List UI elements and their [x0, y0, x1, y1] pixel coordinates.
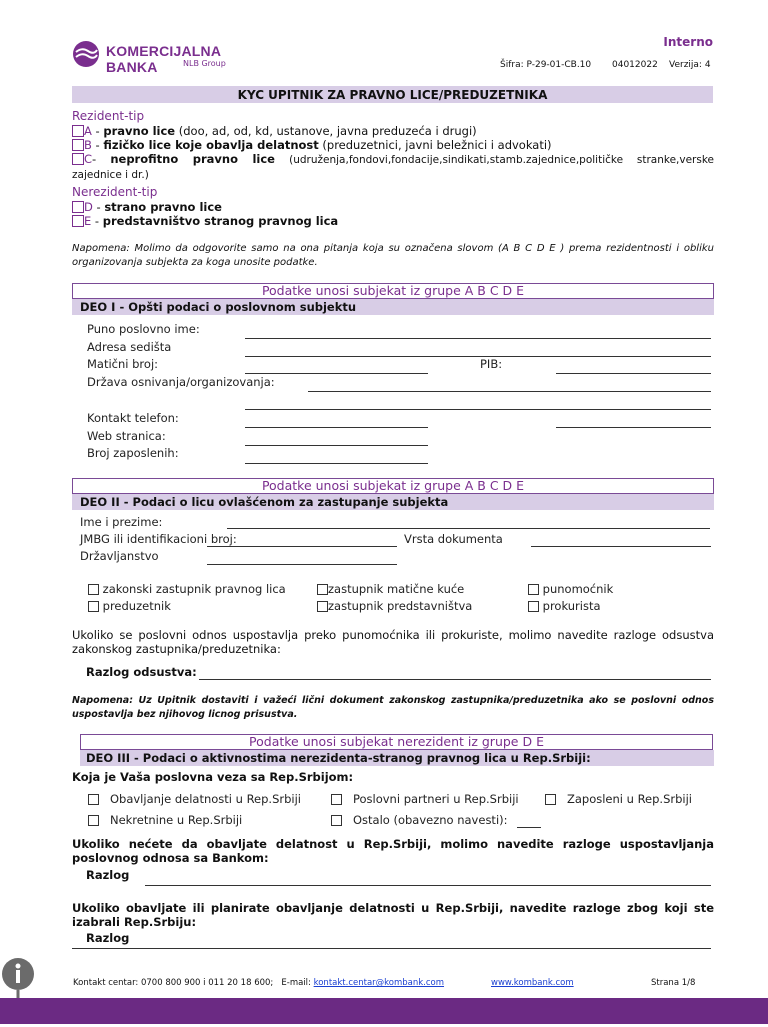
- nonresident-option-d[interactable]: D - strano pravno lice: [72, 200, 222, 214]
- option-business-activity[interactable]: [88, 792, 301, 806]
- input-country[interactable]: [308, 391, 711, 392]
- checkbox-d[interactable]: [72, 201, 84, 213]
- resident-option-c[interactable]: C- neprofitno pravno lice (udruženja,fondovi,fondacije,sindikati,stamb.zajednice,političke stranke,verske zajednice i dr.): [72, 152, 715, 181]
- input-absence-reason[interactable]: [199, 679, 711, 680]
- footer-contact: Kontakt centar: 0700 800 900 i 011 20 18 600;: [73, 978, 274, 988]
- footer-bar: [0, 998, 768, 1024]
- role-label: preduzetnik: [102, 599, 171, 613]
- checkbox-role[interactable]: [317, 601, 328, 612]
- resident-option-a[interactable]: A - pravno lice (doo, ad, od, kd, ustanove, javna preduzeća i drugi): [72, 124, 717, 138]
- input-country-extra[interactable]: [245, 409, 711, 410]
- type-a-name: pravno lice: [103, 124, 176, 138]
- section3-question-2: Ukoliko nećete da obavljate delatnost u Rep.Srbiji, molimo navedite razloge uspostavljanja poslovnog odnosa sa Bankom:: [72, 837, 714, 865]
- input-reason-1[interactable]: [145, 885, 711, 886]
- role-label: zastupnik matične kuće: [328, 582, 465, 596]
- letter-c: C: [84, 152, 93, 166]
- footer: [73, 978, 444, 988]
- label-reason-2: Razlog: [86, 931, 130, 945]
- letter-e: E: [84, 214, 92, 228]
- checkbox-role[interactable]: [528, 601, 539, 612]
- checkbox-option[interactable]: [88, 794, 99, 805]
- option-label: Zaposleni u Rep.Srbiji: [566, 792, 692, 806]
- checkbox-role[interactable]: [528, 584, 539, 595]
- input-reason-2[interactable]: [72, 948, 711, 949]
- checkbox-e[interactable]: [72, 215, 84, 227]
- checkbox-option[interactable]: [545, 794, 556, 805]
- doc-code: Šifra: P-29-01-CB.10: [500, 60, 592, 70]
- page-title: KYC UPITNIK ZA PRAVNO LICE/PREDUZETNIKA: [237, 88, 548, 102]
- type-a-desc: (doo, ad, od, kd, ustanove, javna preduzeća i drugi): [178, 124, 477, 138]
- label-business-name: Puno poslovno ime:: [87, 322, 200, 336]
- option-label: Nekretnine u Rep.Srbiji: [109, 813, 243, 827]
- section3-question: Koja je Vaša poslovna veza sa Rep.Srbijom:: [72, 770, 354, 784]
- input-phone-2[interactable]: [556, 427, 711, 428]
- checkbox-a[interactable]: [72, 125, 84, 137]
- role-office-rep[interactable]: [317, 599, 472, 613]
- option-label: Poslovni partneri u Rep.Srbiji: [352, 792, 519, 806]
- role-label: punomoćnik: [542, 582, 614, 596]
- checkbox-role[interactable]: [88, 601, 99, 612]
- type-d-name: strano pravno lice: [104, 200, 222, 214]
- section2-title: DEO II - Podaci o licu ovlašćenom za zastupanje subjekta: [80, 495, 449, 509]
- label-address: Adresa sedišta: [87, 340, 172, 354]
- input-other[interactable]: [517, 827, 541, 828]
- role-parent-rep[interactable]: [317, 582, 464, 596]
- label-country: Država osnivanja/organizovanja:: [87, 375, 275, 389]
- footer-page-number: Strana 1/8: [651, 978, 696, 988]
- option-label: Obavljanje delatnosti u Rep.Srbiji: [109, 792, 301, 806]
- bank-group: NLB Group: [183, 59, 226, 68]
- input-employees[interactable]: [245, 463, 428, 464]
- section1-group-box: Podatke unosi subjekat iz grupe A B C D E: [72, 283, 714, 299]
- checkbox-b[interactable]: [72, 139, 84, 151]
- checkbox-option[interactable]: [331, 794, 342, 805]
- section3-question-3: Ukoliko obavljate ili planirate obavljanje delatnosti u Rep.Srbiji, navedite razloge zbog koji ste izabrali Rep.Srbiju:: [72, 901, 714, 929]
- letter-d: D: [84, 200, 93, 214]
- input-phone[interactable]: [245, 427, 428, 428]
- checkbox-option[interactable]: [88, 815, 99, 826]
- option-real-estate[interactable]: [88, 813, 242, 827]
- option-other[interactable]: [331, 813, 508, 827]
- resident-option-b[interactable]: B - fizičko lice koje obavlja delatnost (preduzetnici, javni beležnici i advokati): [72, 138, 717, 152]
- role-entrepreneur[interactable]: [88, 599, 171, 613]
- section3-group-box: Podatke unosi subjekat nerezident iz grupe D E: [80, 734, 713, 750]
- doc-date: 04012022: [612, 60, 658, 70]
- label-reason-1: Razlog: [86, 868, 130, 882]
- note-2: Napomena: Uz Upitnik dostaviti i važeći lični dokument zakonskog zastupnika/preduzetnika ako se poslovni odnos uspostavlja bez njihovog licnog prisustva.: [72, 695, 714, 720]
- input-website[interactable]: [245, 445, 428, 446]
- label-reg-number: Matični broj:: [87, 357, 159, 371]
- label-phone: Kontakt telefon:: [87, 411, 179, 425]
- bank-logo: [72, 40, 242, 75]
- role-label: zastupnik predstavništva: [328, 599, 473, 613]
- checkbox-option[interactable]: [331, 815, 342, 826]
- resident-heading: Rezident-tip: [72, 109, 145, 123]
- role-label: zakonski zastupnik pravnog lica: [102, 582, 286, 596]
- nonresident-heading: Nerezident-tip: [72, 185, 158, 199]
- doc-version: Verzija: 4: [669, 60, 711, 70]
- section2-question: Ukoliko se poslovni odnos uspostavlja preko punomoćnika ili prokuriste, molimo navedite razloge odsustva zakonskog zastupnika/preduzetnika:: [72, 628, 714, 656]
- role-label: prokurista: [542, 599, 601, 613]
- footer-web-link[interactable]: www.kombank.com: [491, 978, 574, 988]
- label-citizenship: Državljanstvo: [80, 549, 159, 563]
- role-legal-rep[interactable]: [88, 582, 286, 596]
- role-proxy[interactable]: [528, 582, 613, 596]
- label-absence-reason: Razlog odsustva:: [86, 665, 197, 679]
- type-c-desc: (udruženja,fondovi,fondacije,sindikati,stamb.zajednice,političke stranke,verske zajednice i dr.): [72, 154, 715, 181]
- label-fullname: Ime i prezime:: [80, 515, 163, 529]
- label-employees: Broj zaposlenih:: [87, 446, 179, 460]
- input-reg-number[interactable]: [245, 373, 428, 374]
- type-c-name: neprofitno pravno lice: [110, 152, 275, 166]
- input-fullname[interactable]: [227, 528, 710, 529]
- type-b-name: fizičko lice koje obavlja delatnost: [103, 138, 319, 152]
- footer-email-label: E-mail:: [281, 978, 311, 988]
- logo-wave-icon: [72, 40, 100, 68]
- type-b-desc: (preduzetnici, javni beležnici i advokati): [322, 138, 552, 152]
- section1-title: DEO I - Opšti podaci o poslovnom subjektu: [80, 300, 357, 314]
- checkbox-role[interactable]: [317, 584, 328, 595]
- option-business-partners[interactable]: [331, 792, 519, 806]
- checkbox-c[interactable]: [72, 153, 84, 165]
- input-pib[interactable]: [556, 373, 711, 374]
- footer-email-link[interactable]: kontakt.centar@kombank.com: [313, 978, 445, 988]
- section2-group-box: Podatke unosi subjekat iz grupe A B C D E: [72, 478, 714, 494]
- option-employees[interactable]: [545, 792, 692, 806]
- input-citizenship[interactable]: [207, 564, 397, 565]
- section3-title: DEO III - Podaci o aktivnostima nerezidenta-stranog pravnog lica u Rep.Srbiji:: [86, 751, 591, 765]
- label-jmbg: JMBG ili identifikacioni broj:: [80, 532, 237, 546]
- role-procurator[interactable]: [528, 599, 601, 613]
- input-address[interactable]: [245, 356, 711, 357]
- bank-name: KOMERCIJALNA BANKA: [106, 43, 221, 75]
- nonresident-option-e[interactable]: E - predstavništvo stranog pravnog lica: [72, 214, 338, 228]
- letter-a: A: [84, 124, 92, 138]
- input-jmbg[interactable]: [207, 546, 397, 547]
- option-label: Ostalo (obavezno navesti):: [352, 813, 508, 827]
- type-e-name: predstavništvo stranog pravnog lica: [102, 214, 339, 228]
- letter-b: B: [84, 138, 92, 152]
- label-pib: PIB:: [480, 357, 503, 371]
- label-doc-type: Vrsta dokumenta: [404, 532, 503, 546]
- checkbox-role[interactable]: [88, 584, 99, 595]
- input-business-name[interactable]: [245, 338, 711, 339]
- classification-label: Interno: [663, 35, 713, 49]
- note-1: Napomena: Molimo da odgovorite samo na ona pitanja koja su označena slovom (A B C D E ) prema rezidentnosti i obliku organizovanja subjekta za koga unosite podatke.: [72, 243, 714, 268]
- input-doc-type[interactable]: [531, 546, 711, 547]
- label-website: Web stranica:: [87, 429, 166, 443]
